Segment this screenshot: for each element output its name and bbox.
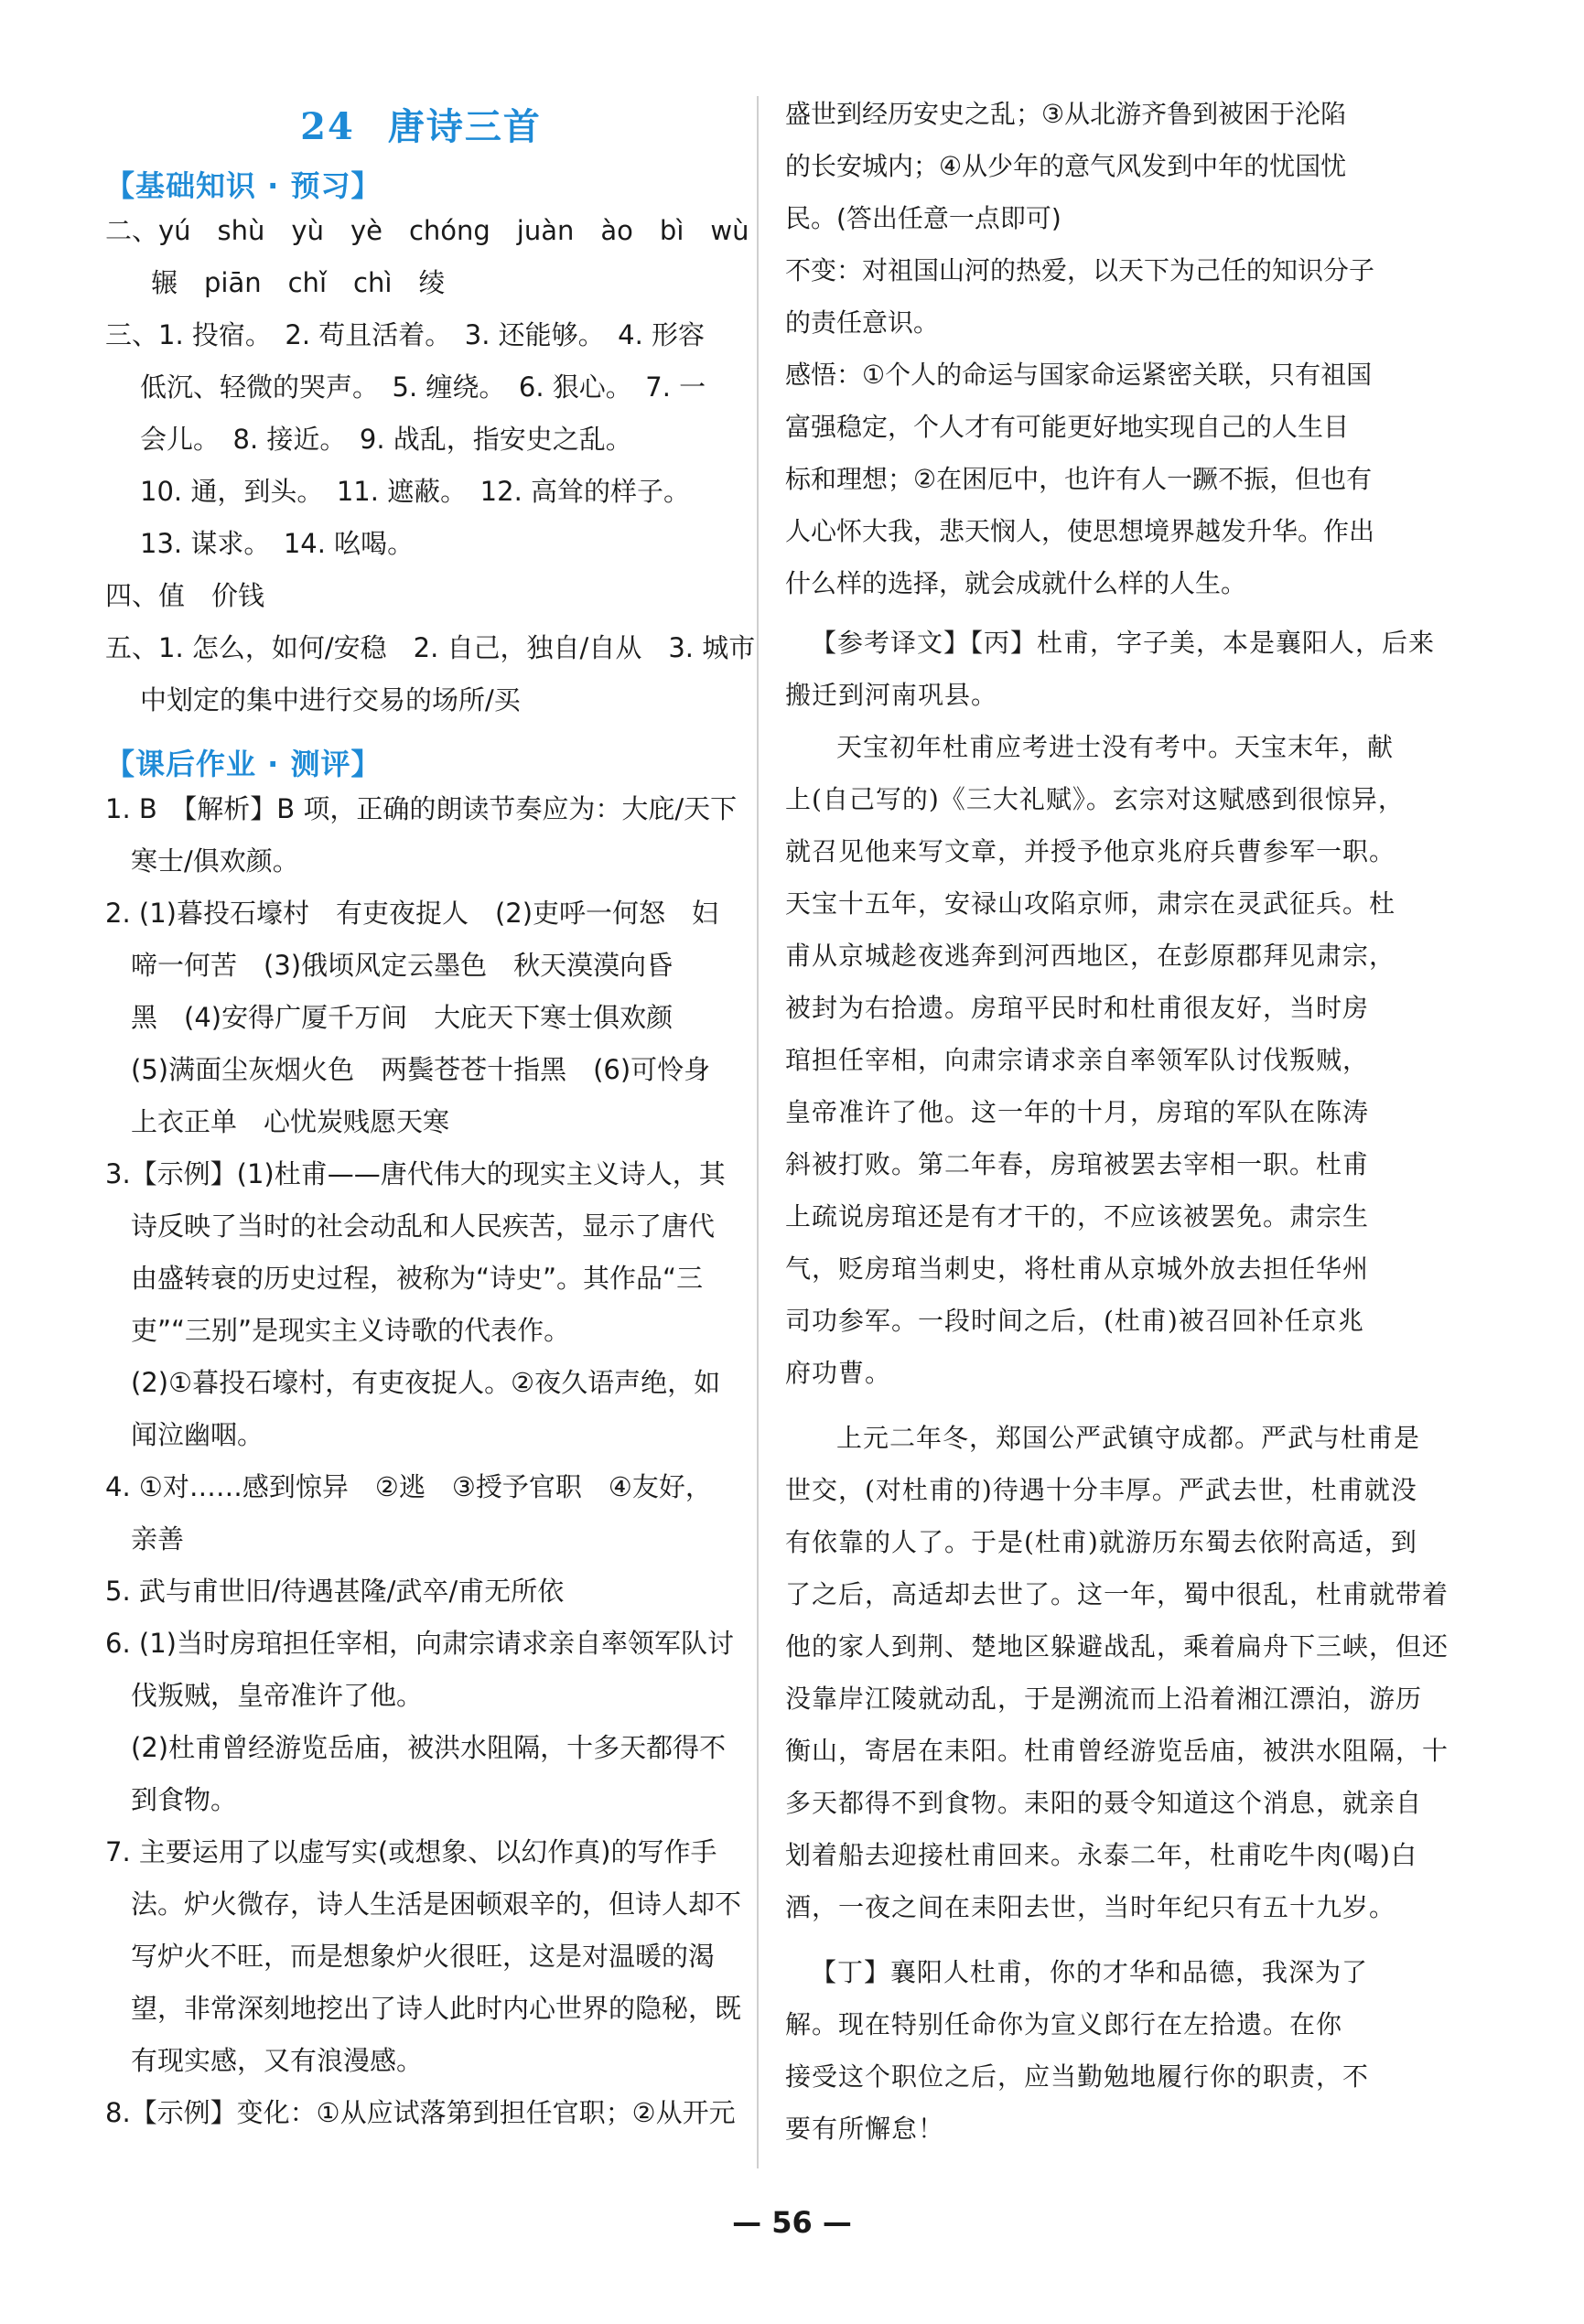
page-number: — 56 — (732, 2205, 852, 2240)
translation-line: 【丁】襄阳人杜甫，你的才华和品德，我深为了 (811, 1957, 1369, 1987)
translation-line: 搬迁到河南巩县。 (785, 680, 998, 710)
translation-line: 天宝十五年，安禄山攻陷京师，肃宗在灵武征兵。杜 (785, 888, 1396, 919)
translation-line: 有依靠的人了。于是(杜甫)就游历东蜀去依附高适，到 (785, 1527, 1417, 1557)
answer-line: 感悟：①个人的命运与国家命运紧密关联，只有祖国 (785, 360, 1373, 390)
answer-line: 伐叛贼，皇帝准许了他。 (131, 1680, 424, 1711)
answer-line: 诗反映了当时的社会动乱和人民疾苦，显示了唐代 (131, 1210, 716, 1242)
answer-line: 6. (1)当时房琯担任宰相，向肃宗请求亲自率领军队讨 (105, 1628, 734, 1659)
answer-line: 到食物。 (131, 1784, 238, 1815)
answer-line: 中划定的集中进行交易的场所/买 (140, 684, 521, 715)
translation-line: 被封为右拾遗。房琯平民时和杜甫很友好，当时房 (785, 993, 1370, 1023)
answer-line: 寒士/俱欢颜。 (131, 845, 299, 877)
section-homework-heading: 【课后作业 · 测评】 (105, 747, 382, 781)
answer-line: 的长安城内；④从少年的意气风发到中年的忧国忧 (785, 151, 1347, 181)
translation-line: 解。现在特别任命你为宣义郎行在左拾遗。在你 (785, 2009, 1343, 2039)
answer-line: 吏”“三别”是现实主义诗歌的代表作。 (131, 1315, 571, 1346)
translation-line: 斜被打败。第二年春，房琯被罢去宰相一职。杜甫 (785, 1149, 1370, 1179)
translation-line: 府功曹。 (785, 1358, 892, 1388)
translation-line: 就召见他来写文章，并授予他京兆府兵曹参军一职。 (785, 836, 1396, 866)
answer-line: 的责任意识。 (785, 307, 940, 338)
lesson-number: 24 (300, 105, 355, 148)
answer-line: 啼一何苦 (3)俄顷风定云墨色 秋天漠漠向昏 (131, 950, 673, 981)
answer-line: 5. 武与甫世旧/待遇甚隆/武卒/甫无所依 (105, 1576, 565, 1607)
answer-line: 写炉火不旺，而是想象炉火很旺，这是对温暖的渴 (131, 1941, 716, 1972)
answer-line: 五、1. 怎么，如何/安稳 2. 自己，独自/自从 3. 城市 (105, 632, 756, 663)
translation-line: 【参考译文】【丙】杜甫，字子美，本是襄阳人，后来 (811, 628, 1436, 658)
translation-line: 划着船去迎接杜甫回来。永泰二年，杜甫吃牛肉(喝)白 (785, 1840, 1417, 1870)
translation-line: 上元二年冬，郑国公严武镇守成都。严武与杜甫是 (836, 1423, 1421, 1453)
column-divider (757, 96, 759, 2168)
answer-line: 4. ①对……感到惊异 ②逃 ③授予官职 ④友好， (105, 1471, 712, 1502)
translation-line: 多天都得不到食物。耒阳的聂令知道这个消息，就亲自 (785, 1788, 1423, 1818)
translation-line: 要有所懈怠！ (785, 2114, 945, 2144)
translation-line: 司功参军。一段时间之后，(杜甫)被召回补任京兆 (785, 1306, 1364, 1336)
answer-line: 什么样的选择，就会成就什么样的人生。 (785, 568, 1247, 598)
translation-line: 甫从京城趁夜逃奔到河西地区，在彭原郡拜见肃宗， (785, 941, 1396, 971)
translation-line: 了之后，高适却去世了。这一年，蜀中很乱，杜甫就带着 (785, 1579, 1449, 1609)
translation-line: 接受这个职位之后，应当勤勉地履行你的职责，不 (785, 2061, 1370, 2092)
answer-line: (2)杜甫曾经游览岳庙，被洪水阻隔，十多天都得不 (131, 1732, 727, 1763)
answer-line: 亲善 (131, 1523, 185, 1555)
answer-line: 四、值 价钱 (105, 580, 265, 611)
answer-line: 有现实感，又有浪漫感。 (131, 2045, 424, 2076)
answer-line: 富强稳定，个人才有可能更好地实现自己的人生目 (785, 412, 1350, 442)
page-title (105, 98, 737, 150)
answer-line: 三、1. 投宿。 2. 苟且活着。 3. 还能够。 4. 形容 (105, 319, 706, 350)
answer-line: 会儿。 8. 接近。 9. 战乱，指安史之乱。 (140, 424, 632, 455)
translation-line: 气，贬房琯当刺史，将杜甫从京城外放去担任华州 (785, 1253, 1370, 1284)
answer-line: 不变：对祖国山河的热爱，以天下为己任的知识分子 (785, 255, 1375, 285)
answer-line: 闻泣幽咽。 (131, 1419, 264, 1450)
answer-line: 由盛转衰的历史过程，被称为“诗史”。其作品“三 (131, 1263, 704, 1294)
answer-line: (5)满面尘灰烟火色 两鬓苍苍十指黑 (6)可怜身 (131, 1054, 711, 1085)
answer-line: 法。炉火微存，诗人生活是困顿艰辛的，但诗人却不 (131, 1888, 742, 1920)
answer-line: 辗 piān chǐ chì 绫 (151, 267, 446, 298)
answer-line: 二、yú shù yù yè chóng juàn ào bì wù (105, 215, 749, 246)
lesson-title: 唐诗三首 (387, 105, 542, 148)
translation-line: 上疏说房琯还是有才干的，不应该被罢免。肃宗生 (785, 1201, 1370, 1232)
answer-line: 低沉、轻微的哭声。 5. 缠绕。 6. 狠心。 7. 一 (140, 371, 706, 403)
answer-line: 3.【示例】(1)杜甫——唐代伟大的现实主义诗人，其 (105, 1158, 726, 1189)
translation-line: 他的家人到荆、楚地区躲避战乱，乘着扁舟下三峡，但还 (785, 1631, 1449, 1662)
answer-line: 1. B 【解析】B 项，正确的朗读节奏应为：大庇/天下 (105, 793, 738, 824)
answer-line: 标和理想；②在困厄中，也许有人一蹶不振，但也有 (785, 464, 1373, 494)
answer-line: 望，非常深刻地挖出了诗人此时内心世界的隐秘，既 (131, 1993, 742, 2024)
section-preview-heading: 【基础知识 · 预习】 (105, 168, 382, 203)
translation-line: 没靠岸江陵就动乱，于是溯流而上沿着湘江漂泊，游历 (785, 1684, 1423, 1714)
answer-line: 黑 (4)安得广厦千万间 大庇天下寒士俱欢颜 (131, 1002, 673, 1033)
answer-line: 8.【示例】变化：①从应试落第到担任官职；②从开元 (105, 2097, 736, 2128)
answer-line: 7. 主要运用了以虚写实(或想象、以幻作真)的写作手 (105, 1836, 717, 1867)
answer-line: 民。(答出任意一点即可) (785, 203, 1061, 233)
answer-line: 2. (1)暮投石壕村 有吏夜捉人 (2)吏呼一何怒 妇 (105, 898, 719, 929)
translation-line: 上(自己写的)《三大礼赋》。玄宗对这赋感到很惊异， (785, 784, 1405, 814)
answer-line: 人心怀大我，悲天悯人，使思想境界越发升华。作出 (785, 516, 1375, 546)
translation-line: 琯担任宰相，向肃宗请求亲自率领军队讨伐叛贼， (785, 1045, 1370, 1075)
answer-line: 13. 谋求。 14. 吆喝。 (140, 528, 415, 559)
translation-line: 天宝初年杜甫应考进士没有考中。天宝末年，献 (836, 732, 1395, 762)
translation-line: 皇帝准许了他。这一年的十月，房琯的军队在陈涛 (785, 1097, 1370, 1127)
answer-line: 盛世到经历安史之乱；③从北游齐鲁到被困于沦陷 (785, 99, 1347, 129)
answer-line: (2)①暮投石壕村，有吏夜捉人。②夜久语声绝，如 (131, 1367, 721, 1398)
translation-line: 衡山，寄居在耒阳。杜甫曾经游览岳庙，被洪水阻隔，十 (785, 1736, 1449, 1766)
translation-line: 世交，(对杜甫的)待遇十分丰厚。严武去世，杜甫就没 (785, 1475, 1417, 1505)
answer-line: 上衣正单 心忧炭贱愿天寒 (131, 1106, 450, 1137)
translation-line: 酒，一夜之间在耒阳去世，当时年纪只有五十九岁。 (785, 1892, 1396, 1922)
answer-line: 10. 通，到头。 11. 遮蔽。 12. 高耸的样子。 (140, 476, 691, 507)
